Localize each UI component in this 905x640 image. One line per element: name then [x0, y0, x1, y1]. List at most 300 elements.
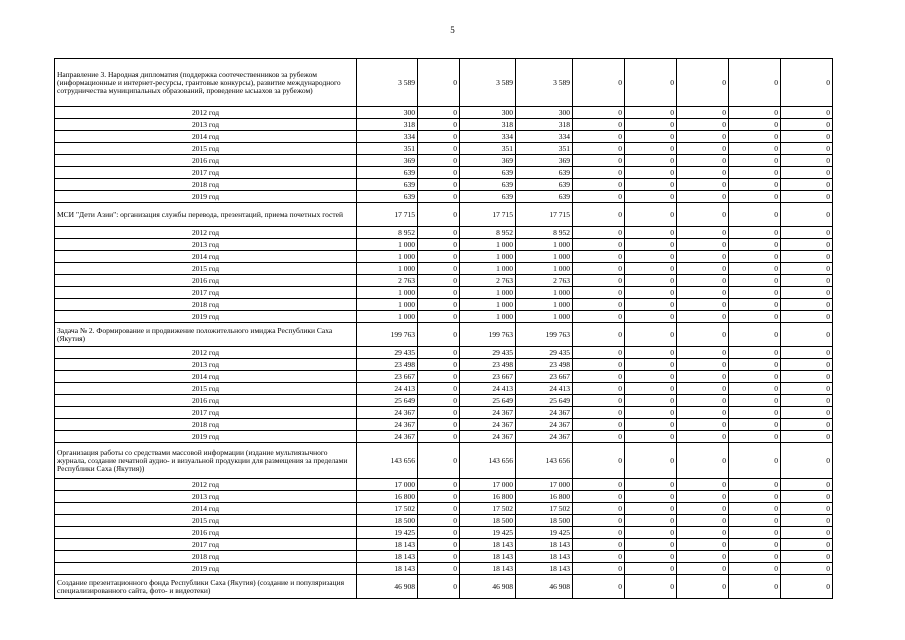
year-value-cell: 0 — [781, 287, 833, 299]
year-value-cell: 0 — [573, 311, 625, 323]
section-total-cell: 0 — [677, 443, 729, 479]
year-value-cell: 0 — [625, 239, 677, 251]
year-row — [55, 419, 833, 431]
year-value-cell: 351 — [516, 143, 573, 155]
year-label: 2017 год — [55, 539, 357, 551]
year-value-cell: 0 — [729, 527, 781, 539]
year-value-cell: 1 000 — [516, 287, 573, 299]
year-value-cell: 0 — [677, 275, 729, 287]
year-row — [55, 371, 833, 383]
year-value-cell: 0 — [677, 311, 729, 323]
year-value-cell: 16 800 — [460, 491, 516, 503]
year-value-cell: 0 — [625, 539, 677, 551]
year-value-cell: 18 500 — [516, 515, 573, 527]
section-title: Направление 3. Народная дипломатия (поддержка соотечественников за рубежом (информационные и интернет-ресурсы, грантовые конкурсы), развитие международного сотрудничества муниципальных образований, проведение ысыахов за рубежом) — [55, 59, 357, 107]
year-row — [55, 503, 833, 515]
year-value-cell: 25 649 — [460, 395, 516, 407]
year-value-cell: 318 — [460, 119, 516, 131]
year-label: 2016 год — [55, 395, 357, 407]
year-row — [55, 131, 833, 143]
year-value-cell: 0 — [729, 191, 781, 203]
year-label: 2015 год — [55, 383, 357, 395]
section-total-cell: 0 — [625, 59, 677, 107]
year-row — [55, 167, 833, 179]
year-value-cell: 0 — [625, 155, 677, 167]
year-label: 2013 год — [55, 359, 357, 371]
year-value-cell: 1 000 — [516, 263, 573, 275]
section-total-cell: 0 — [573, 323, 625, 347]
section-total-cell: 0 — [625, 575, 677, 599]
section-total-cell: 0 — [677, 323, 729, 347]
year-value-cell: 17 502 — [516, 503, 573, 515]
year-label: 2019 год — [55, 191, 357, 203]
year-value-cell: 25 649 — [357, 395, 418, 407]
year-row — [55, 515, 833, 527]
year-value-cell: 0 — [781, 143, 833, 155]
year-value-cell: 0 — [573, 239, 625, 251]
year-value-cell: 0 — [781, 383, 833, 395]
year-value-cell: 0 — [781, 251, 833, 263]
section-total-cell: 0 — [781, 203, 833, 227]
year-value-cell: 18 143 — [460, 539, 516, 551]
section-total-cell: 0 — [729, 443, 781, 479]
year-value-cell: 0 — [418, 155, 460, 167]
year-value-cell: 0 — [573, 407, 625, 419]
year-value-cell: 0 — [573, 395, 625, 407]
year-value-cell: 0 — [781, 239, 833, 251]
section-total-cell: 199 763 — [357, 323, 418, 347]
section-total-cell: 0 — [418, 323, 460, 347]
year-value-cell: 0 — [677, 371, 729, 383]
year-value-cell: 0 — [781, 155, 833, 167]
year-value-cell: 0 — [573, 191, 625, 203]
year-value-cell: 0 — [729, 131, 781, 143]
year-value-cell: 0 — [573, 287, 625, 299]
year-row — [55, 251, 833, 263]
year-value-cell: 0 — [573, 275, 625, 287]
year-value-cell: 0 — [573, 299, 625, 311]
year-value-cell: 0 — [625, 143, 677, 155]
section-total-cell: 3 589 — [460, 59, 516, 107]
year-label: 2019 год — [55, 563, 357, 575]
year-value-cell: 639 — [516, 179, 573, 191]
year-value-cell: 0 — [625, 419, 677, 431]
section-total-cell: 46 908 — [460, 575, 516, 599]
year-value-cell: 0 — [418, 383, 460, 395]
year-value-cell: 0 — [625, 395, 677, 407]
year-value-cell: 639 — [460, 179, 516, 191]
section-total-cell: 3 589 — [357, 59, 418, 107]
year-value-cell: 0 — [781, 119, 833, 131]
year-value-cell: 18 143 — [357, 563, 418, 575]
year-value-cell: 0 — [625, 167, 677, 179]
section-total-cell: 0 — [418, 575, 460, 599]
year-value-cell: 0 — [781, 299, 833, 311]
year-value-cell: 1 000 — [357, 287, 418, 299]
year-row — [55, 299, 833, 311]
year-value-cell: 0 — [418, 179, 460, 191]
year-value-cell: 1 000 — [357, 251, 418, 263]
section-total-cell: 0 — [625, 203, 677, 227]
year-value-cell: 0 — [677, 563, 729, 575]
section-total-cell: 0 — [418, 203, 460, 227]
year-value-cell: 24 367 — [460, 431, 516, 443]
year-value-cell: 0 — [677, 515, 729, 527]
year-value-cell: 0 — [625, 503, 677, 515]
year-value-cell: 0 — [729, 395, 781, 407]
year-value-cell: 23 498 — [460, 359, 516, 371]
year-value-cell: 639 — [516, 191, 573, 203]
year-value-cell: 0 — [625, 131, 677, 143]
year-value-cell: 0 — [677, 419, 729, 431]
year-value-cell: 0 — [625, 275, 677, 287]
year-value-cell: 0 — [781, 479, 833, 491]
year-value-cell: 0 — [677, 107, 729, 119]
year-value-cell: 0 — [781, 431, 833, 443]
year-value-cell: 0 — [418, 227, 460, 239]
year-value-cell: 0 — [729, 503, 781, 515]
year-value-cell: 318 — [357, 119, 418, 131]
year-value-cell: 24 367 — [460, 407, 516, 419]
year-value-cell: 0 — [418, 407, 460, 419]
year-value-cell: 0 — [418, 131, 460, 143]
year-value-cell: 300 — [357, 107, 418, 119]
year-value-cell: 0 — [573, 563, 625, 575]
year-value-cell: 24 367 — [357, 419, 418, 431]
section-title: Организация работы со средствами массовой информации (издание мультиязычного журнала, создание печатной аудио- и визуальной продукции для размещения за пределами Республики Саха (Якутия)) — [55, 443, 357, 479]
year-value-cell: 17 000 — [357, 479, 418, 491]
year-value-cell: 24 413 — [357, 383, 418, 395]
year-value-cell: 0 — [625, 251, 677, 263]
year-value-cell: 0 — [418, 551, 460, 563]
year-value-cell: 0 — [573, 143, 625, 155]
section-row — [55, 575, 833, 599]
year-value-cell: 639 — [357, 191, 418, 203]
year-value-cell: 0 — [418, 119, 460, 131]
year-row — [55, 491, 833, 503]
year-value-cell: 17 000 — [460, 479, 516, 491]
section-total-cell: 199 763 — [460, 323, 516, 347]
year-value-cell: 0 — [781, 371, 833, 383]
year-value-cell: 2 763 — [516, 275, 573, 287]
year-value-cell: 369 — [516, 155, 573, 167]
year-value-cell: 17 502 — [460, 503, 516, 515]
year-value-cell: 1 000 — [516, 299, 573, 311]
year-value-cell: 0 — [677, 239, 729, 251]
year-value-cell: 0 — [625, 263, 677, 275]
year-value-cell: 18 143 — [357, 551, 418, 563]
section-total-cell: 0 — [677, 59, 729, 107]
year-value-cell: 24 367 — [516, 407, 573, 419]
year-value-cell: 0 — [729, 491, 781, 503]
year-label: 2013 год — [55, 119, 357, 131]
year-value-cell: 0 — [677, 179, 729, 191]
year-value-cell: 0 — [573, 155, 625, 167]
year-value-cell: 0 — [573, 167, 625, 179]
year-value-cell: 0 — [781, 107, 833, 119]
year-row — [55, 539, 833, 551]
year-value-cell: 0 — [625, 311, 677, 323]
year-value-cell: 0 — [677, 383, 729, 395]
year-value-cell: 0 — [781, 407, 833, 419]
section-total-cell: 0 — [573, 59, 625, 107]
year-row — [55, 275, 833, 287]
year-value-cell: 1 000 — [357, 263, 418, 275]
year-value-cell: 0 — [625, 227, 677, 239]
year-value-cell: 334 — [516, 131, 573, 143]
year-value-cell: 300 — [460, 107, 516, 119]
year-value-cell: 0 — [418, 431, 460, 443]
year-value-cell: 0 — [677, 155, 729, 167]
year-label: 2012 год — [55, 347, 357, 359]
year-value-cell: 1 000 — [460, 299, 516, 311]
budget-table — [54, 58, 833, 599]
section-total-cell: 0 — [573, 203, 625, 227]
year-label: 2017 год — [55, 407, 357, 419]
year-value-cell: 0 — [729, 263, 781, 275]
section-total-cell: 143 656 — [357, 443, 418, 479]
year-value-cell: 0 — [573, 539, 625, 551]
year-row — [55, 143, 833, 155]
year-value-cell: 0 — [418, 263, 460, 275]
year-value-cell: 639 — [357, 179, 418, 191]
year-label: 2018 год — [55, 419, 357, 431]
year-value-cell: 1 000 — [357, 311, 418, 323]
year-value-cell: 24 367 — [460, 419, 516, 431]
year-value-cell: 0 — [677, 347, 729, 359]
year-value-cell: 0 — [781, 311, 833, 323]
section-total-cell: 0 — [625, 323, 677, 347]
year-row — [55, 383, 833, 395]
year-label: 2015 год — [55, 263, 357, 275]
year-value-cell: 334 — [357, 131, 418, 143]
year-value-cell: 0 — [729, 155, 781, 167]
year-value-cell: 0 — [573, 371, 625, 383]
section-total-cell: 3 589 — [516, 59, 573, 107]
section-total-cell: 0 — [677, 575, 729, 599]
year-value-cell: 18 143 — [460, 563, 516, 575]
year-value-cell: 0 — [781, 263, 833, 275]
year-value-cell: 0 — [573, 119, 625, 131]
year-value-cell: 16 800 — [516, 491, 573, 503]
section-total-cell: 17 715 — [460, 203, 516, 227]
year-value-cell: 0 — [625, 383, 677, 395]
year-value-cell: 0 — [781, 491, 833, 503]
year-value-cell: 0 — [677, 227, 729, 239]
year-label: 2016 год — [55, 155, 357, 167]
year-value-cell: 0 — [781, 563, 833, 575]
year-value-cell: 0 — [781, 359, 833, 371]
year-value-cell: 0 — [729, 383, 781, 395]
section-row — [55, 59, 833, 107]
year-value-cell: 0 — [729, 311, 781, 323]
year-value-cell: 0 — [677, 527, 729, 539]
year-value-cell: 0 — [418, 347, 460, 359]
year-row — [55, 107, 833, 119]
year-value-cell: 0 — [729, 347, 781, 359]
year-row — [55, 239, 833, 251]
year-value-cell: 18 143 — [460, 551, 516, 563]
year-value-cell: 639 — [460, 167, 516, 179]
year-row — [55, 407, 833, 419]
year-label: 2018 год — [55, 179, 357, 191]
year-value-cell: 0 — [781, 347, 833, 359]
year-row — [55, 395, 833, 407]
year-row — [55, 155, 833, 167]
year-value-cell: 0 — [677, 287, 729, 299]
year-label: 2017 год — [55, 167, 357, 179]
year-value-cell: 0 — [729, 539, 781, 551]
year-value-cell: 0 — [573, 251, 625, 263]
year-value-cell: 1 000 — [460, 311, 516, 323]
year-value-cell: 0 — [418, 479, 460, 491]
year-value-cell: 0 — [418, 527, 460, 539]
year-row — [55, 191, 833, 203]
year-value-cell: 0 — [625, 431, 677, 443]
year-value-cell: 0 — [729, 275, 781, 287]
year-value-cell: 0 — [625, 287, 677, 299]
year-value-cell: 29 435 — [460, 347, 516, 359]
year-value-cell: 0 — [573, 503, 625, 515]
year-value-cell: 24 413 — [460, 383, 516, 395]
year-value-cell: 0 — [781, 503, 833, 515]
year-value-cell: 0 — [781, 515, 833, 527]
year-value-cell: 1 000 — [460, 263, 516, 275]
year-value-cell: 0 — [625, 491, 677, 503]
year-value-cell: 0 — [625, 299, 677, 311]
year-value-cell: 0 — [781, 539, 833, 551]
year-value-cell: 0 — [573, 131, 625, 143]
year-value-cell: 369 — [357, 155, 418, 167]
section-total-cell: 46 908 — [357, 575, 418, 599]
year-value-cell: 0 — [573, 263, 625, 275]
year-label: 2015 год — [55, 515, 357, 527]
year-row — [55, 179, 833, 191]
year-value-cell: 0 — [418, 419, 460, 431]
year-value-cell: 24 367 — [516, 431, 573, 443]
year-row — [55, 563, 833, 575]
year-value-cell: 0 — [573, 431, 625, 443]
year-value-cell: 0 — [677, 131, 729, 143]
year-value-cell: 0 — [729, 299, 781, 311]
year-value-cell: 2 763 — [357, 275, 418, 287]
year-value-cell: 351 — [357, 143, 418, 155]
year-value-cell: 1 000 — [357, 299, 418, 311]
year-value-cell: 0 — [625, 119, 677, 131]
year-label: 2019 год — [55, 311, 357, 323]
year-value-cell: 25 649 — [516, 395, 573, 407]
year-value-cell: 0 — [573, 227, 625, 239]
year-value-cell: 0 — [418, 167, 460, 179]
year-value-cell: 0 — [418, 515, 460, 527]
year-value-cell: 0 — [677, 263, 729, 275]
year-value-cell: 0 — [418, 191, 460, 203]
section-title: Задача № 2. Формирование и продвижение положительного имиджа Республики Саха (Якутия) — [55, 323, 357, 347]
section-row — [55, 323, 833, 347]
year-value-cell: 0 — [677, 191, 729, 203]
year-value-cell: 0 — [781, 551, 833, 563]
year-label: 2012 год — [55, 227, 357, 239]
year-row — [55, 551, 833, 563]
year-value-cell: 0 — [781, 191, 833, 203]
year-value-cell: 24 413 — [516, 383, 573, 395]
year-value-cell: 23 498 — [516, 359, 573, 371]
year-value-cell: 19 425 — [357, 527, 418, 539]
year-value-cell: 0 — [729, 107, 781, 119]
year-value-cell: 24 367 — [516, 419, 573, 431]
year-value-cell: 0 — [781, 527, 833, 539]
year-value-cell: 0 — [677, 551, 729, 563]
year-row — [55, 263, 833, 275]
year-value-cell: 29 435 — [357, 347, 418, 359]
section-total-cell: 0 — [781, 443, 833, 479]
section-row — [55, 443, 833, 479]
year-value-cell: 0 — [418, 107, 460, 119]
year-value-cell: 0 — [729, 227, 781, 239]
year-value-cell: 23 498 — [357, 359, 418, 371]
year-label: 2015 год — [55, 143, 357, 155]
year-value-cell: 0 — [729, 239, 781, 251]
year-value-cell: 639 — [357, 167, 418, 179]
year-value-cell: 0 — [729, 359, 781, 371]
year-row — [55, 119, 833, 131]
year-value-cell: 1 000 — [460, 251, 516, 263]
year-value-cell: 0 — [677, 479, 729, 491]
year-value-cell: 24 367 — [357, 407, 418, 419]
year-value-cell: 0 — [573, 491, 625, 503]
year-value-cell: 19 425 — [460, 527, 516, 539]
page-number: 5 — [450, 25, 455, 35]
year-value-cell: 0 — [677, 431, 729, 443]
year-value-cell: 300 — [516, 107, 573, 119]
section-total-cell: 199 763 — [516, 323, 573, 347]
year-label: 2018 год — [55, 299, 357, 311]
year-row — [55, 479, 833, 491]
year-value-cell: 639 — [516, 167, 573, 179]
year-value-cell: 18 143 — [516, 563, 573, 575]
year-value-cell: 1 000 — [460, 239, 516, 251]
year-value-cell: 0 — [573, 107, 625, 119]
year-value-cell: 8 952 — [460, 227, 516, 239]
year-value-cell: 1 000 — [516, 251, 573, 263]
year-value-cell: 0 — [677, 299, 729, 311]
year-label: 2014 год — [55, 251, 357, 263]
year-value-cell: 8 952 — [516, 227, 573, 239]
section-total-cell: 0 — [573, 575, 625, 599]
year-value-cell: 0 — [729, 251, 781, 263]
year-value-cell: 0 — [729, 431, 781, 443]
year-value-cell: 0 — [677, 359, 729, 371]
year-value-cell: 8 952 — [357, 227, 418, 239]
year-value-cell: 0 — [729, 419, 781, 431]
year-value-cell: 29 435 — [516, 347, 573, 359]
year-value-cell: 0 — [677, 407, 729, 419]
year-value-cell: 18 500 — [357, 515, 418, 527]
section-total-cell: 0 — [418, 443, 460, 479]
year-value-cell: 0 — [418, 491, 460, 503]
year-label: 2013 год — [55, 239, 357, 251]
year-value-cell: 369 — [460, 155, 516, 167]
year-value-cell: 0 — [729, 167, 781, 179]
year-value-cell: 1 000 — [357, 239, 418, 251]
year-value-cell: 0 — [729, 551, 781, 563]
year-value-cell: 0 — [418, 359, 460, 371]
section-total-cell: 143 656 — [460, 443, 516, 479]
year-label: 2013 год — [55, 491, 357, 503]
year-value-cell: 0 — [729, 563, 781, 575]
year-value-cell: 0 — [418, 275, 460, 287]
year-value-cell: 0 — [625, 527, 677, 539]
